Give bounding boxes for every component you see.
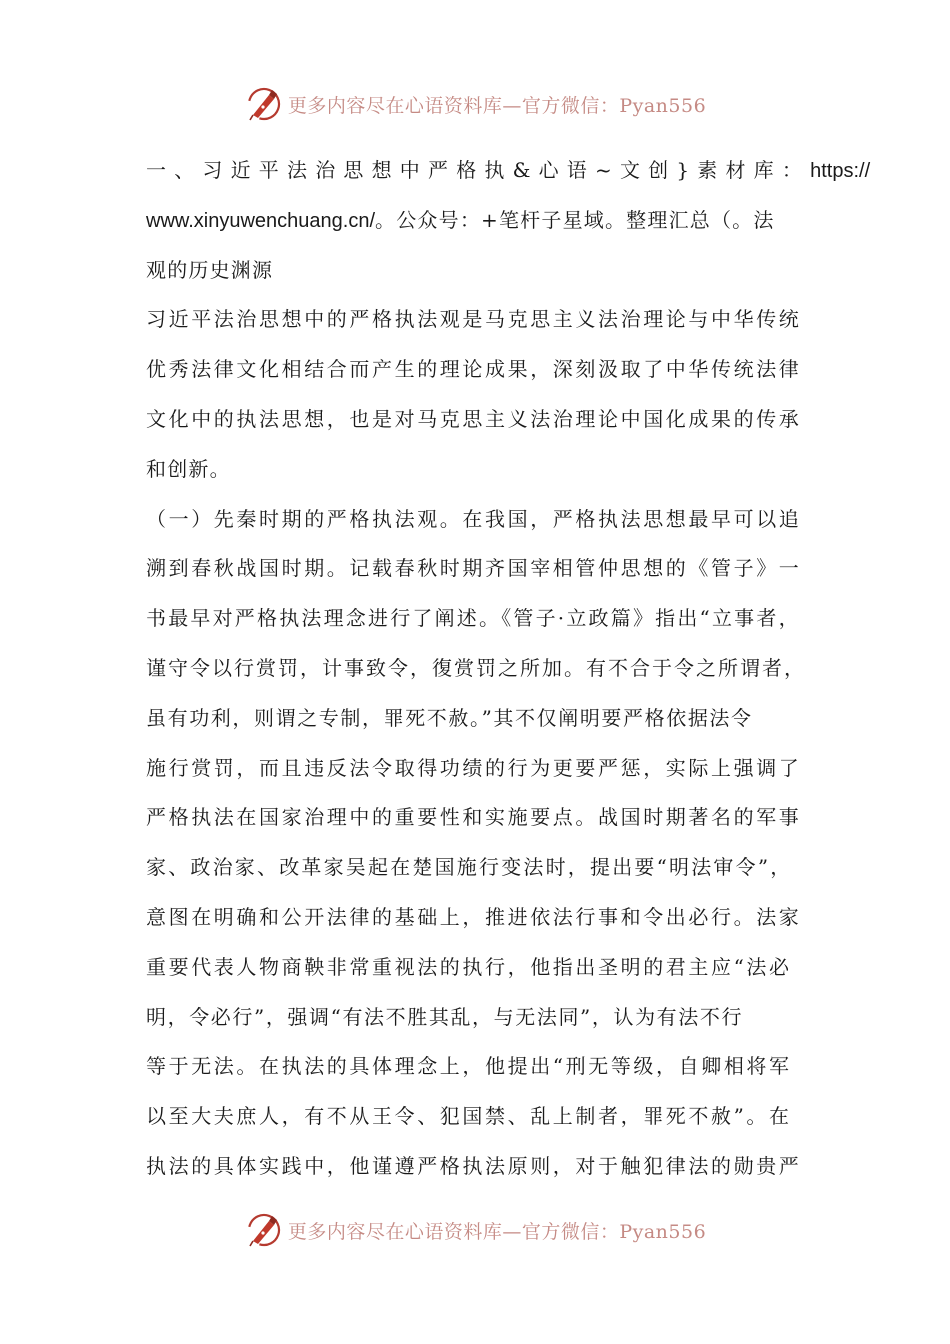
document-body	[146, 146, 871, 1192]
text-line: 严格执法在国家治理中的重要性和实施要点。战国时期著名的军事	[146, 805, 802, 830]
text-line: 观的历史渊源	[146, 257, 274, 282]
text-line: 重要代表人物商鞅非常重视法的执行，他指出圣明的君主应“法必	[146, 954, 792, 979]
text-line: 溯到春秋战国时期。记载春秋时期齐国宰相管仲思想的《管子》一	[146, 556, 802, 581]
section-heading-text: 一、习近平法治思想中严格执&心语~文创}素材库：	[146, 158, 811, 182]
header-banner	[0, 82, 950, 126]
text-line: 谨守令以行赏罚，计事致令，復赏罚之所加。有不合于令之所谓者，	[146, 655, 806, 680]
text-line: 优秀法律文化相结合而产生的理论成果，深刻汲取了中华传统法律	[146, 357, 802, 382]
text-line: 家、政治家、改革家吴起在楚国施行变法时，提出要“明法审令”，	[146, 855, 793, 880]
footer-banner-text: 更多内容尽在心语资料库—官方微信：Pyan556	[287, 1220, 707, 1243]
footer-banner	[0, 1208, 950, 1252]
url-fragment: https://	[810, 160, 871, 182]
header-banner-text: 更多内容尽在心语资料库—官方微信：Pyan556	[287, 94, 707, 117]
pen-nib-logo-icon	[244, 1210, 284, 1250]
text-line: （一）先秦时期的严格执法观。在我国，严格执法思想最早可以追	[146, 506, 802, 531]
text-line: 书最早对严格执法理念进行了阐述。《管子·立政篇》指出“立事者，	[146, 606, 801, 631]
text-line: 和创新。	[146, 456, 231, 481]
text-line	[146, 196, 810, 246]
text-line: 虽有功利，则谓之专制，罪死不赦。”其不仅阐明要严格依据法令	[146, 705, 753, 730]
text-line: 明，令必行”，强调“有法不胜其乱，与无法同”，认为有法不行	[146, 1004, 744, 1029]
text-line: 文化中的执法思想，也是对马克思主义法治理论中国化成果的传承	[146, 406, 802, 431]
text-line: 施行赏罚，而且违反法令取得功绩的行为更要严惩，实际上强调了	[146, 755, 802, 780]
text-line: 意图在明确和公开法律的基础上，推进依法行事和令出必行。法家	[146, 904, 802, 929]
text-line-rest: 。公众号：+笔杆子星域。整理汇总（。法	[375, 207, 775, 232]
url-text: www.xinyuwenchuang.cn/	[146, 209, 376, 232]
text-line: 执法的具体实践中，他谨遵严格执法原则，对于触犯律法的勋贵严	[146, 1153, 802, 1178]
text-line: 等于无法。在执法的具体理念上，他提出“刑无等级，自卿相将军	[146, 1054, 792, 1079]
section-heading-line	[146, 146, 871, 196]
pen-nib-logo-icon	[244, 84, 284, 124]
text-line: 以至大夫庶人，有不从王令、犯国禁、乱上制者，罪死不赦”。在	[146, 1104, 792, 1129]
text-line: 习近平法治思想中的严格执法观是马克思主义法治理论与中华传统	[146, 307, 802, 332]
